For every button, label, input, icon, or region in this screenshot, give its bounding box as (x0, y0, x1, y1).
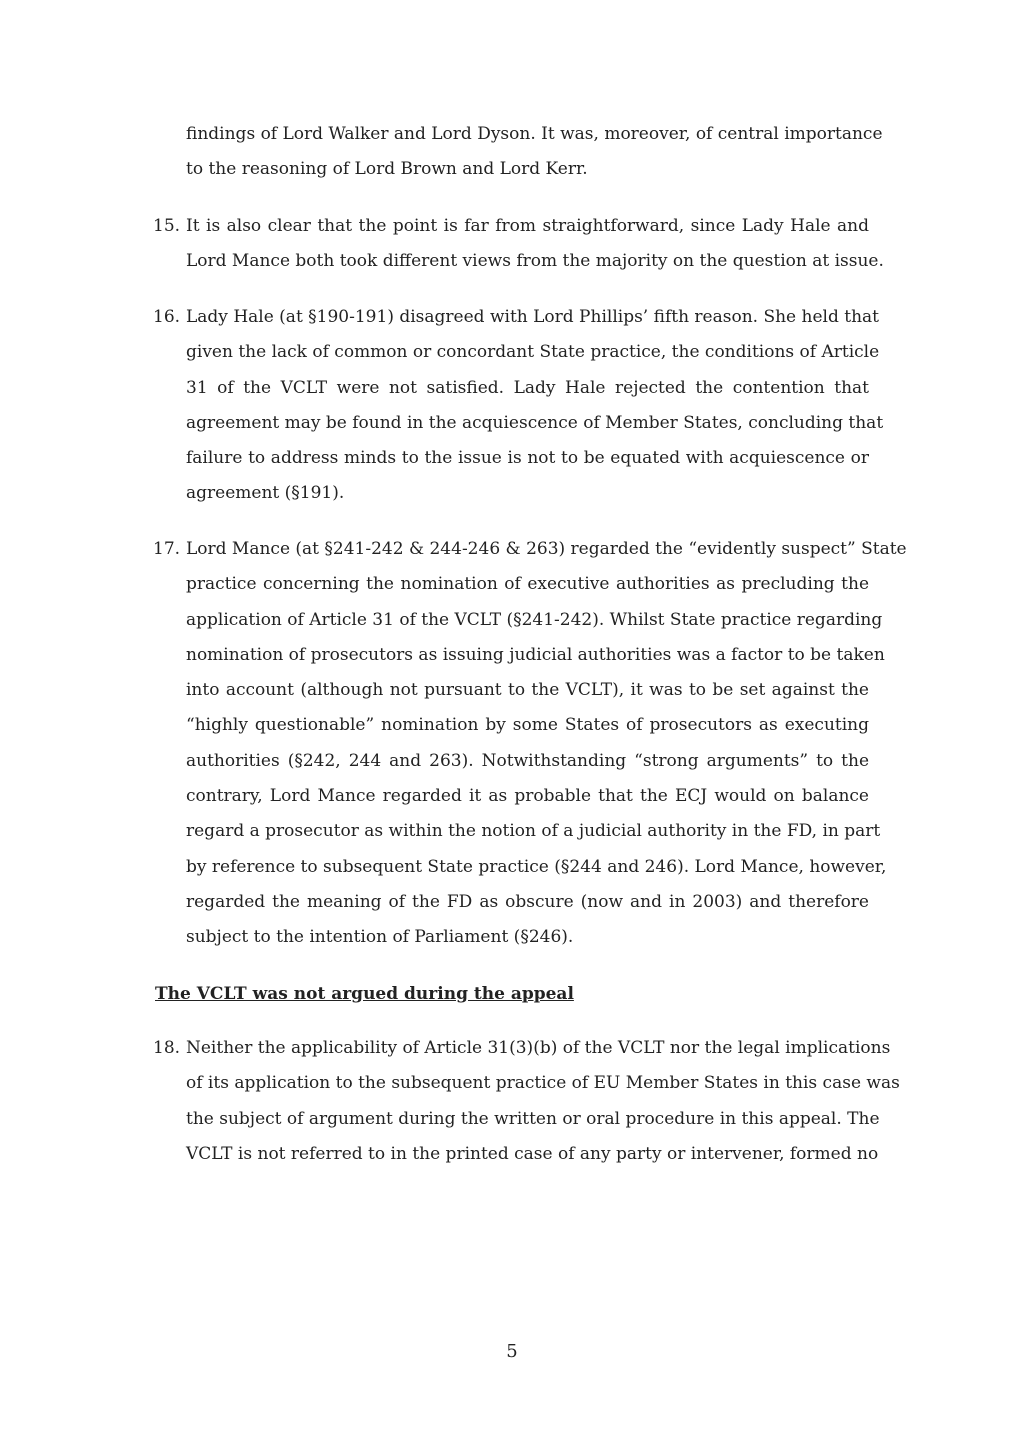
paragraph-text (186, 532, 907, 956)
text-line: 31 of the VCLT were not satisfied. Lady Hale rejected the contention that (186, 377, 869, 398)
paragraph-text (186, 300, 884, 512)
page-number: 5 (506, 1341, 518, 1362)
text-line: agreement (§191). (186, 483, 345, 504)
paragraph-text (186, 209, 884, 280)
text-line: findings of Lord Walker and Lord Dyson. It was, moreover, of central importance (186, 124, 883, 144)
text-line: VCLT is not referred to in the printed case of any party or intervener, formed no (186, 1143, 879, 1164)
text-line: agreement may be found in the acquiescence of Member States, concluding that (186, 412, 884, 433)
text-line: contrary, Lord Mance regarded it as probable that the ECJ would on balance (186, 786, 869, 807)
text-line: by reference to subsequent State practice (§244 and 246). Lord Mance, however, (186, 856, 887, 877)
text-line: subject to the intention of Parliament (§246). (186, 927, 574, 948)
text-line: the subject of argument during the written or oral procedure in this appeal. The (186, 1108, 880, 1129)
text-line: Neither the applicability of Article 31(3)(b) of the VCLT nor the legal implications (186, 1038, 891, 1058)
paragraph-text (186, 117, 883, 188)
text-line: Lord Mance both took different views from the majority on the question at issue. (186, 251, 884, 272)
text-line: It is also clear that the point is far from straightforward, since Lady Hale and (186, 216, 869, 236)
paragraph-text (186, 1031, 900, 1172)
text-line: into account (although not pursuant to the VCLT), it was to be set against the (186, 680, 869, 701)
section-heading: The VCLT was not argued during the appeal (155, 984, 574, 1004)
paragraph-number: 15. (153, 216, 181, 236)
text-line: regard a prosecutor as within the notion of a judicial authority in the FD, in part (186, 821, 881, 842)
text-line: nomination of prosecutors as issuing judicial authorities was a factor to be taken (186, 644, 885, 665)
paragraph-number: 17. (153, 539, 181, 559)
text-line: application of Article 31 of the VCLT (§241-242). Whilst State practice regarding (186, 609, 883, 630)
text-line: Lady Hale (at §190-191) disagreed with Lord Phillips’ fifth reason. She held that (186, 307, 879, 327)
text-line: “highly questionable” nomination by some States of prosecutors as executing (186, 715, 869, 736)
text-line: Lord Mance (at §241-242 & 244-246 & 263) regarded the “evidently suspect” State (186, 539, 907, 559)
paragraph-number: 18. (153, 1038, 181, 1058)
text-line: practice concerning the nomination of executive authorities as precluding the (186, 574, 869, 595)
paragraph-number: 16. (153, 307, 181, 327)
text-line: regarded the meaning of the FD as obscure (now and in 2003) and therefore (186, 891, 869, 912)
text-line: of its application to the subsequent practice of EU Member States in this case was (186, 1073, 900, 1094)
text-line: to the reasoning of Lord Brown and Lord Kerr. (186, 159, 588, 180)
text-line: given the lack of common or concordant State practice, the conditions of Article (186, 342, 880, 363)
text-line: authorities (§242, 244 and 263). Notwithstanding “strong arguments” to the (186, 750, 869, 771)
text-line: failure to address minds to the issue is not to be equated with acquiescence or (186, 448, 869, 469)
